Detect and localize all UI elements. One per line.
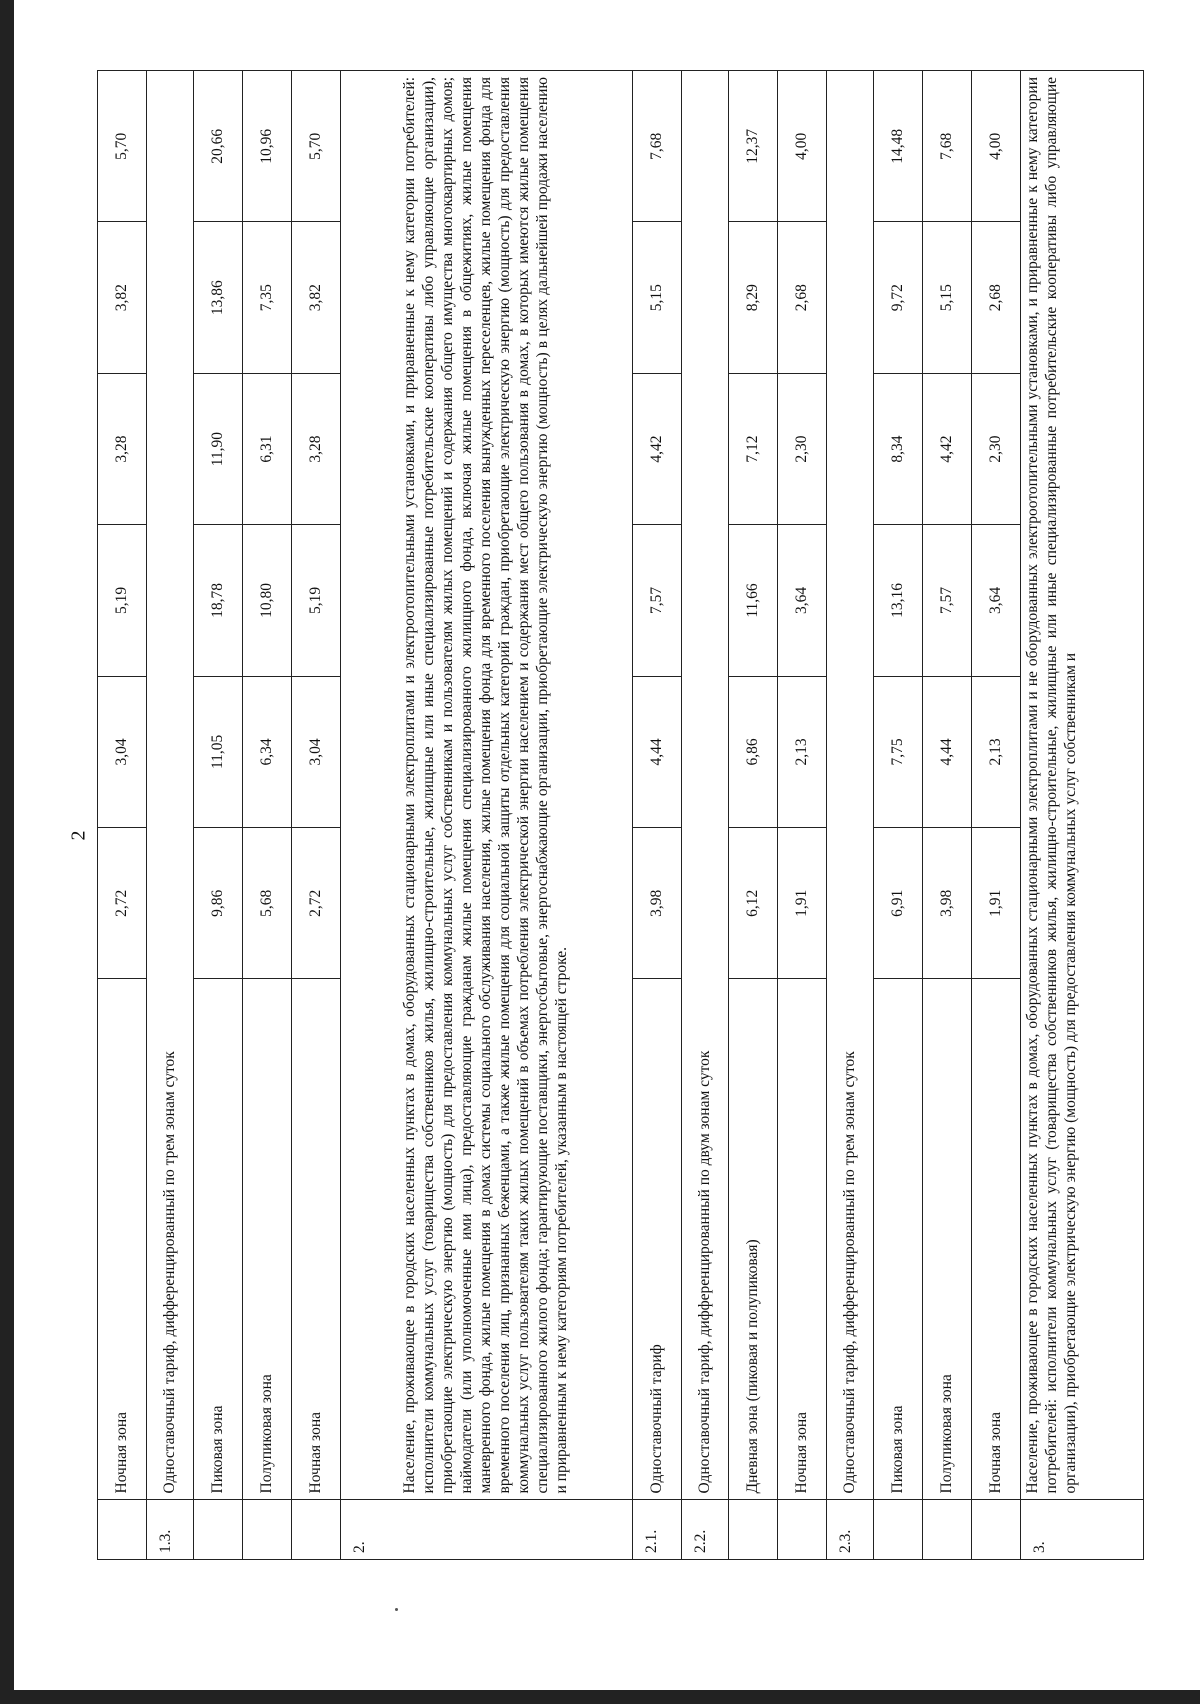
table-row [243, 71, 292, 1560]
tariff-value-cell: 11,66 [729, 525, 778, 676]
row-number [194, 1500, 243, 1560]
tariff-value-cell: 8,29 [729, 222, 778, 373]
section-heading: Одноставочный тариф, дифференцированный по двум зонам суток [682, 71, 729, 1500]
tariff-value-cell: 2,72 [292, 828, 341, 979]
rotated-tariff-table-container [97, 70, 1122, 1560]
table-section-row [682, 71, 729, 1560]
tariff-zone-name: Ночная зона [778, 979, 827, 1500]
tariff-value-cell: 6,86 [729, 676, 778, 827]
table-row [633, 71, 682, 1560]
table-row [923, 71, 972, 1560]
tariff-zone-name: Ночная зона [98, 979, 147, 1500]
row-number: 2.1. [633, 1500, 682, 1560]
tariff-value-cell: 20,66 [194, 71, 243, 223]
tariff-value-cell: 10,96 [243, 71, 292, 223]
tariff-value-cell: 3,98 [923, 828, 972, 979]
tariff-value-cell: 6,34 [243, 676, 292, 827]
tariff-value-cell: 7,57 [633, 525, 682, 676]
tariff-value-cell: 3,82 [98, 222, 147, 373]
table-row [972, 71, 1021, 1560]
tariff-value-cell: 2,30 [778, 373, 827, 524]
table-section-row [827, 71, 874, 1560]
tariff-value-cell: 7,35 [243, 222, 292, 373]
row-number [778, 1500, 827, 1560]
tariff-zone-name: Полупиковая зона [923, 979, 972, 1500]
tariff-value-cell: 6,12 [729, 828, 778, 979]
table-row [729, 71, 778, 1560]
table-section-row [1021, 71, 1144, 1560]
tariff-zone-name: Дневная зона (пиковая и полупиковая) [729, 979, 778, 1500]
tariff-value-cell: 2,30 [972, 373, 1021, 524]
row-number [729, 1500, 778, 1560]
table-row [778, 71, 827, 1560]
tariff-zone-name: Ночная зона [292, 979, 341, 1500]
tariff-zone-name: Полупиковая зона [243, 979, 292, 1500]
tariff-value-cell: 7,68 [923, 71, 972, 223]
tariff-value-cell: 1,91 [778, 828, 827, 979]
tariff-value-cell: 5,15 [633, 222, 682, 373]
tariff-value-cell: 11,90 [194, 373, 243, 524]
tariff-value-cell: 11,05 [194, 676, 243, 827]
row-number [874, 1500, 923, 1560]
tariff-value-cell: 3,28 [292, 373, 341, 524]
tariff-table [97, 70, 1144, 1560]
scan-speck [395, 1608, 398, 1611]
tariff-value-cell: 5,19 [292, 525, 341, 676]
tariff-value-cell: 2,13 [778, 676, 827, 827]
tariff-value-cell: 18,78 [194, 525, 243, 676]
tariff-value-cell: 7,12 [729, 373, 778, 524]
row-number: 2. [341, 1500, 633, 1560]
tariff-value-cell: 8,34 [874, 373, 923, 524]
table-row [194, 71, 243, 1560]
tariff-value-cell: 2,13 [972, 676, 1021, 827]
tariff-value-cell: 13,16 [874, 525, 923, 676]
tariff-zone-name: Ночная зона [972, 979, 1021, 1500]
table-row [874, 71, 923, 1560]
section-heading: Население, проживающее в городских населенных пунктах в домах, оборудованных стационарными электроплитами и не оборудованных электроотопительными установками, и приравненные к нему категории потребителей: исполнители коммунальных услуг (товарищества собственников жилья, жилищно-строительные, жилищные или иные специализированные потребительские кооперативы либо управляющие организации), приобретающие электрическую энергию (мощность) для предоставления коммунальных услуг собственникам и [1021, 71, 1144, 1500]
scan-bottom-edge [0, 1690, 1200, 1704]
tariff-value-cell: 4,00 [778, 71, 827, 223]
tariff-value-cell: 1,91 [972, 828, 1021, 979]
tariff-value-cell: 4,44 [633, 676, 682, 827]
section-heading: Одноставочный тариф, дифференцированный по трем зонам суток [147, 71, 194, 1500]
scan-left-edge [0, 0, 14, 1704]
table-section-row [341, 71, 633, 1560]
tariff-value-cell: 5,70 [98, 71, 147, 223]
tariff-value-cell: 12,37 [729, 71, 778, 223]
tariff-value-cell: 4,42 [633, 373, 682, 524]
tariff-value-cell: 13,86 [194, 222, 243, 373]
tariff-value-cell: 3,64 [778, 525, 827, 676]
row-number [292, 1500, 341, 1560]
table-row [292, 71, 341, 1560]
tariff-value-cell: 2,72 [98, 828, 147, 979]
tariff-value-cell: 9,72 [874, 222, 923, 373]
tariff-value-cell: 7,68 [633, 71, 682, 223]
table-section-row [147, 71, 194, 1560]
tariff-value-cell: 5,70 [292, 71, 341, 223]
tariff-value-cell: 3,28 [98, 373, 147, 524]
tariff-value-cell: 4,00 [972, 71, 1021, 223]
tariff-value-cell: 10,80 [243, 525, 292, 676]
page-number: 2 [67, 830, 90, 841]
tariff-value-cell: 3,98 [633, 828, 682, 979]
row-number [923, 1500, 972, 1560]
row-number [98, 1500, 147, 1560]
table-row [98, 71, 147, 1560]
tariff-value-cell: 3,04 [98, 676, 147, 827]
section-heading: Одноставочный тариф, дифференцированный по трем зонам суток [827, 71, 874, 1500]
tariff-value-cell: 4,44 [923, 676, 972, 827]
tariff-zone-name: Одноставочный тариф [633, 979, 682, 1500]
section-heading: Население, проживающее в городских населенных пунктах в домах, оборудованных стационарными электроплитами и электроотопительными установками, и приравненные к нему категории потребителей: исполнители коммунальных услуг (товарищества собственников жилья, жилищно-строительные, жилищные или иные специализированные потребительские кооперативы либо управляющие организации), приобретающие электрическую энергию (мощность) для предоставления коммунальных услуг собственникам и пользователям жилых помещений и содержания общего имущества многоквартирных домов; наймодатели (или уполномоченные ими лица), предоставляющие гражданам жилые помещения специализированного жилищного фонда, включая жилые помещения в общежитиях, жилые помещения маневренного фонда, жилые помещения в домах системы социального обслуживания населения, жилые помещения фонда для временного поселения вынужденных переселенцев, жилые помещения фонда для временного поселения лиц, признанных беженцами, а также жилые помещения для социальной защиты отдельных категорий граждан, приобретающие электрическую энергию (мощность) для предоставления коммунальных услуг пользователям таких жилых помещений в объемах потребления электрической энергии населением и содержания мест общего пользования в домах, в которых имеются жилые помещения специализированного жилого фонда; гарантирующие поставщики, энергосбытовые, энергоснабжающие организации, приобретающие электрическую энергию (мощность) в целях дальнейшей продажи населению и приравненным к нему категориям потребителей, указанным в настоящей строке. [341, 71, 633, 1500]
row-number [972, 1500, 1021, 1560]
tariff-value-cell: 7,57 [923, 525, 972, 676]
tariff-zone-name: Пиковая зона [874, 979, 923, 1500]
row-number: 1.3. [147, 1500, 194, 1560]
tariff-value-cell: 2,68 [778, 222, 827, 373]
tariff-value-cell: 5,15 [923, 222, 972, 373]
tariff-zone-name: Пиковая зона [194, 979, 243, 1500]
tariff-value-cell: 3,82 [292, 222, 341, 373]
tariff-value-cell: 5,19 [98, 525, 147, 676]
tariff-value-cell: 14,48 [874, 71, 923, 223]
tariff-value-cell: 6,31 [243, 373, 292, 524]
tariff-value-cell: 9,86 [194, 828, 243, 979]
tariff-value-cell: 7,75 [874, 676, 923, 827]
tariff-value-cell: 3,64 [972, 525, 1021, 676]
tariff-value-cell: 6,91 [874, 828, 923, 979]
row-number [243, 1500, 292, 1560]
row-number: 2.3. [827, 1500, 874, 1560]
tariff-value-cell: 3,04 [292, 676, 341, 827]
tariff-value-cell: 2,68 [972, 222, 1021, 373]
tariff-value-cell: 4,42 [923, 373, 972, 524]
row-number: 2.2. [682, 1500, 729, 1560]
tariff-value-cell: 5,68 [243, 828, 292, 979]
row-number: 3. [1021, 1500, 1144, 1560]
